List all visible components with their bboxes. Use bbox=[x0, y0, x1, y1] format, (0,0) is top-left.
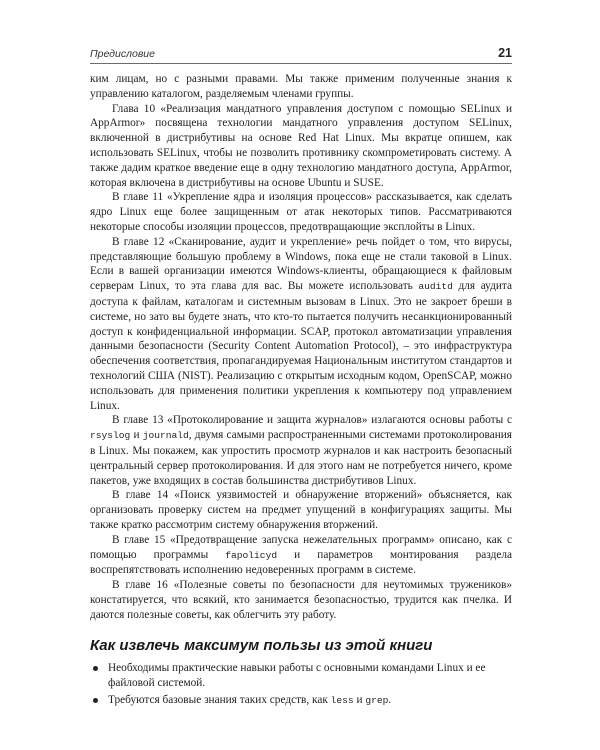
inline-code: grep bbox=[365, 694, 389, 706]
inline-code: auditd bbox=[418, 281, 453, 293]
paragraph: В главе 14 «Поиск уязвимостей и обнаружение вторжений» объясняется, как организовать проверку систем на предмет упущений в конфигурациях защиты. Мы также кратко рассмотрим систему обнаружения вторжений. bbox=[90, 489, 512, 531]
bullet-icon bbox=[93, 698, 98, 703]
inline-code: less bbox=[330, 694, 354, 706]
inline-code: fapolicyd bbox=[225, 549, 278, 561]
bullet-icon bbox=[93, 666, 98, 671]
inline-code: rsyslog bbox=[90, 430, 131, 442]
paragraph: Глава 10 «Реализация мандатного управления доступом с помощью SELinux и AppArmor» посвящена технологии мандатного управления доступом SELinux, включенной в дистрибутивы на основе Red Hat Linux. Мы вкратце опишем, как использовать SELinux, чтобы не позволить противнику скомпрометировать систему. А также дадим краткое введение еще в одну технологию мандатного доступа, AppArmor, которая включена в дистрибутивы на основе Ubuntu и SUSE. bbox=[90, 102, 512, 189]
page-number: 21 bbox=[498, 46, 512, 60]
paragraph: В главе 15 «Предотвращение запуска нежелательных программ» описано, как с помощью программы fapolicyd и параметров монтирования раздела воспрепятствовать исполнению недоверенных программ в системе. bbox=[90, 533, 512, 577]
inline-code: journald bbox=[142, 430, 189, 442]
paragraph: ким лицам, но с разными правами. Мы также применим полученные знания к управлению каталогом, разделяемым членами группы. bbox=[90, 73, 512, 100]
running-header bbox=[90, 40, 512, 64]
paragraph: В главе 13 «Протоколирование и защита журналов» излагаются основы работы с rsyslog и journald, двумя самыми распространенными системами протоколирования в Linux. Мы покажем, как упростить просмотр журналов и как настроить безопасный центральный сервер протоколирования. И для этого нам не потребуется ничего, кроме пакетов, уже входящих в состав большинства дистрибутивов Linux. bbox=[90, 414, 512, 487]
bullet-list bbox=[90, 661, 512, 710]
paragraph: В главе 12 «Сканирование, аудит и укрепление» речь пойдет о том, что вирусы, представляющие большую проблему в Windows, пока еще не стали таковой в Linux. Если в вашей организации имеются Windows-клиенты, обращающиеся к файловым серверам Linux, то эта глава для вас. Вы можете использовать auditd для аудита доступа к файлам, каталогам и системным вызовам в Linux. Это не закроет бреши в системе, но зато вы будете знать, что кто-то пытается получить несанкционированный доступ к конфиденциальной информации. SCAP, протокол автоматизации управления данными безопасности (Security Content Automation Protocol), – это инфраструктура обеспечения соответствия, пропагандируемая Национальным институтом стандартов и технологий США (NIST). Реализацию с открытым исходным кодом, OpenSCAP, можно использовать для применения политики укрепления к компьютеру под управлением Linux. bbox=[90, 235, 512, 412]
list-item: Требуются базовые знания таких средств, как less и grep. bbox=[90, 693, 512, 709]
header-section-title: Предисловие bbox=[90, 48, 155, 60]
list-item: Необходимы практические навыки работы с основными командами Linux и ее файловой системой. bbox=[90, 661, 512, 691]
paragraph: В главе 11 «Укрепление ядра и изоляция процессов» рассказывается, как сделать ядро Linux еще более защищенным от атак некоторых типов. Рассматриваются некоторые способы изоляции процессов, предотвращающие эксплойты в Linux. bbox=[90, 191, 512, 233]
body-text bbox=[90, 72, 512, 622]
section-heading: Как извлечь максимум пользы из этой книги bbox=[90, 637, 433, 654]
paragraph: В главе 16 «Полезные советы по безопасности для неутомимых тружеников» констатируется, что всякий, кто занимается безопасностью, трудится как пчелка. И даются полезные советы, как облегчить эту работу. bbox=[90, 579, 512, 621]
